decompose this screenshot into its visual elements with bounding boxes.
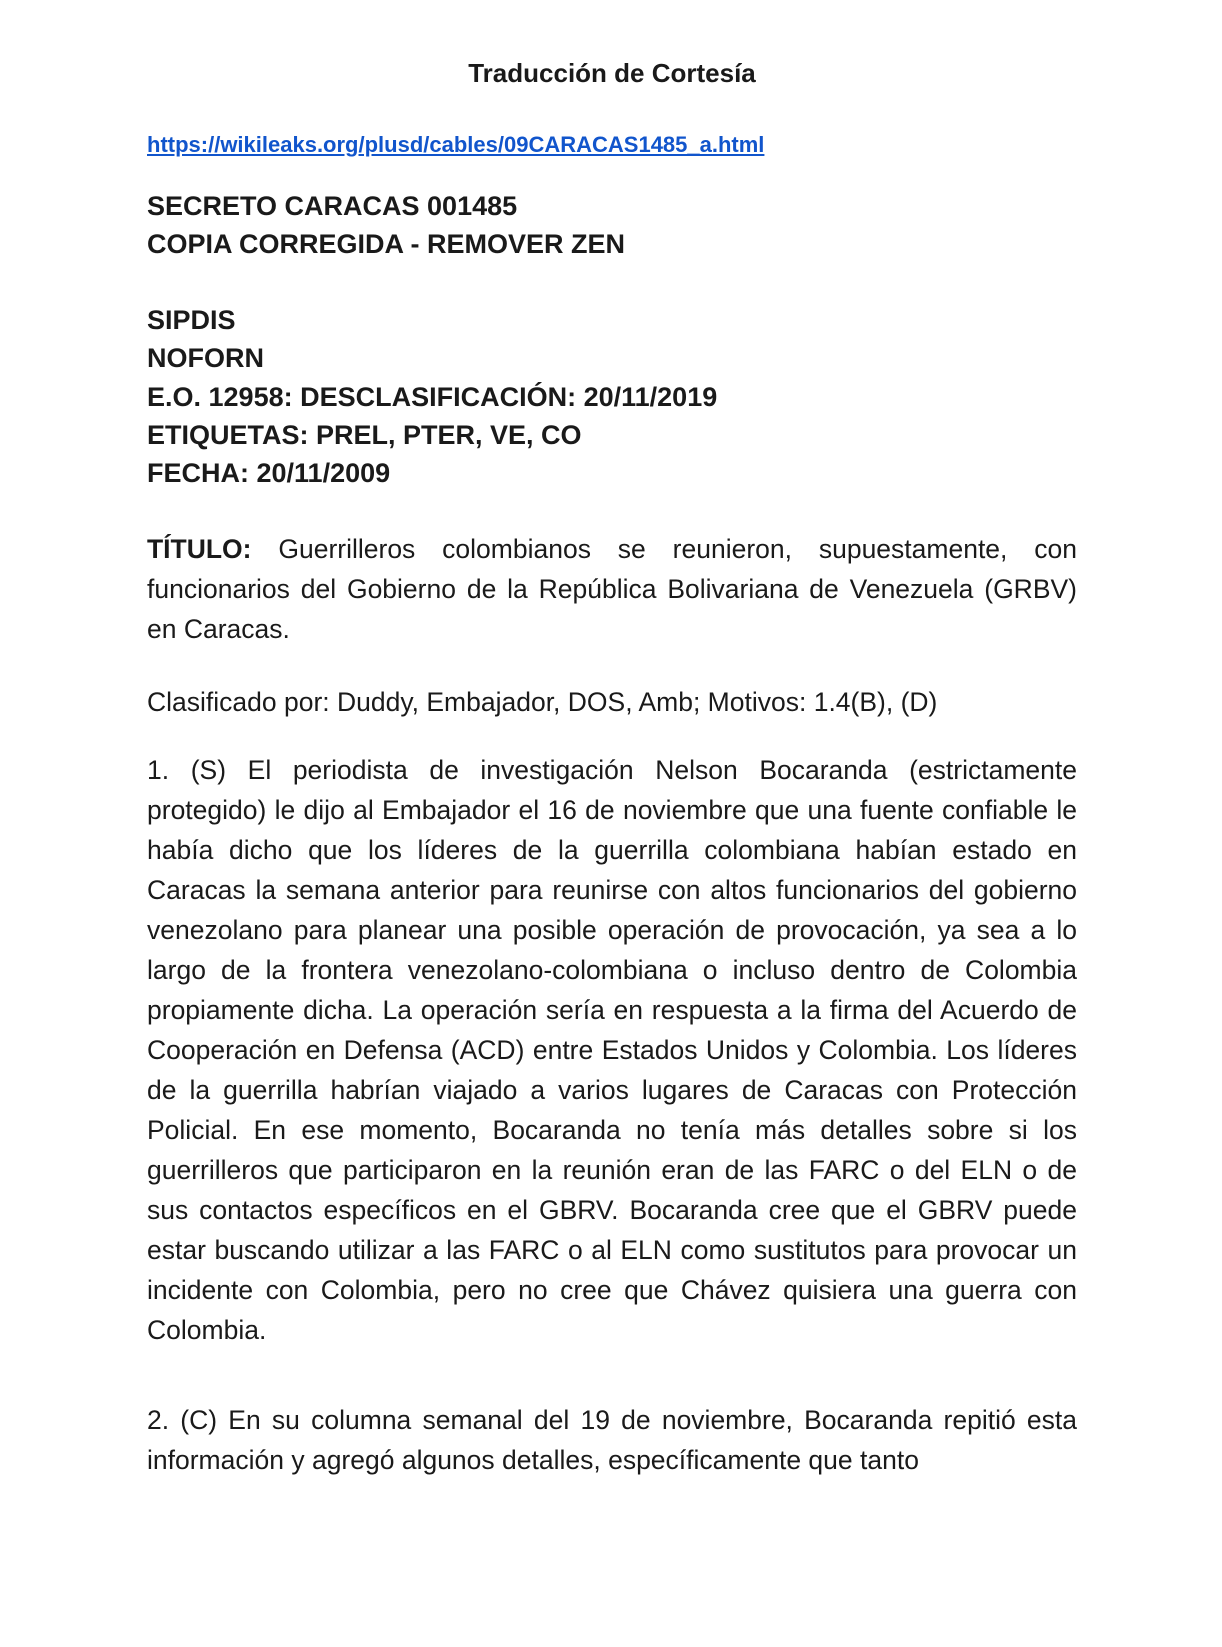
copy-note-line: COPIA CORREGIDA - REMOVER ZEN [147,229,626,259]
paragraph-2: 2. (C) En su columna semanal del 19 de noviembre, Bocaranda repitió esta información y agregó algunos detalles, específicamente que tanto [147,1405,1077,1475]
tags-line: ETIQUETAS: PREL, PTER, VE, CO [147,420,582,450]
wikileaks-link[interactable]: https://wikileaks.org/plusd/cables/09CARACAS1485_a.html [147,132,765,157]
subject-paragraph [147,529,1077,649]
document-title: Traducción de Cortesía [468,58,756,88]
paragraph-1: 1. (S) El periodista de investigación Nelson Bocaranda (estrictamente protegido) le dijo al Embajador el 16 de noviembre que una fuente confiable le había dicho que los líderes de la guerrilla colombiana habían estado en Caracas la semana anterior para reunirse con altos funcionarios del gobierno venezolano para planear una posible operación de provocación, ya sea a lo largo de la frontera venezolano-colombiana o incluso dentro de Colombia propiamente dicha. La operación sería en respuesta a la firma del Acuerdo de Cooperación en Defensa (ACD) entre Estados Unidos y Colombia. Los líderes de la guerrilla habrían viajado a varios lugares de Caracas con Protección Policial. En ese momento, Bocaranda no tenía más detalles sobre si los guerrilleros que participaron en la reunión eran de las FARC o del ELN o de sus contactos específicos en el GBRV. Bocaranda cree que el GBRV puede estar buscando utilizar a las FARC o al ELN como sustitutos para provocar un incidente con Colombia, pero no cree que Chávez quisiera una guerra con Colombia. [147,755,1077,1345]
subject-label: TÍTULO: [147,534,252,564]
classification-line: SECRETO CARACAS 001485 [147,191,518,221]
subject-text: Guerrilleros colombianos se reunieron, supuestamente, con funcionarios del Gobierno de la República Bolivariana de Venezuela (GRBV) en Caracas. [147,534,1077,644]
classified-by-line: Clasificado por: Duddy, Embajador, DOS, Amb; Motivos: 1.4(B), (D) [147,687,938,717]
sipdis-line: SIPDIS [147,305,236,335]
date-line: FECHA: 20/11/2009 [147,458,391,488]
noforn-line: NOFORN [147,343,264,373]
declassification-line: E.O. 12958: DESCLASIFICACIÓN: 20/11/2019 [147,382,718,412]
